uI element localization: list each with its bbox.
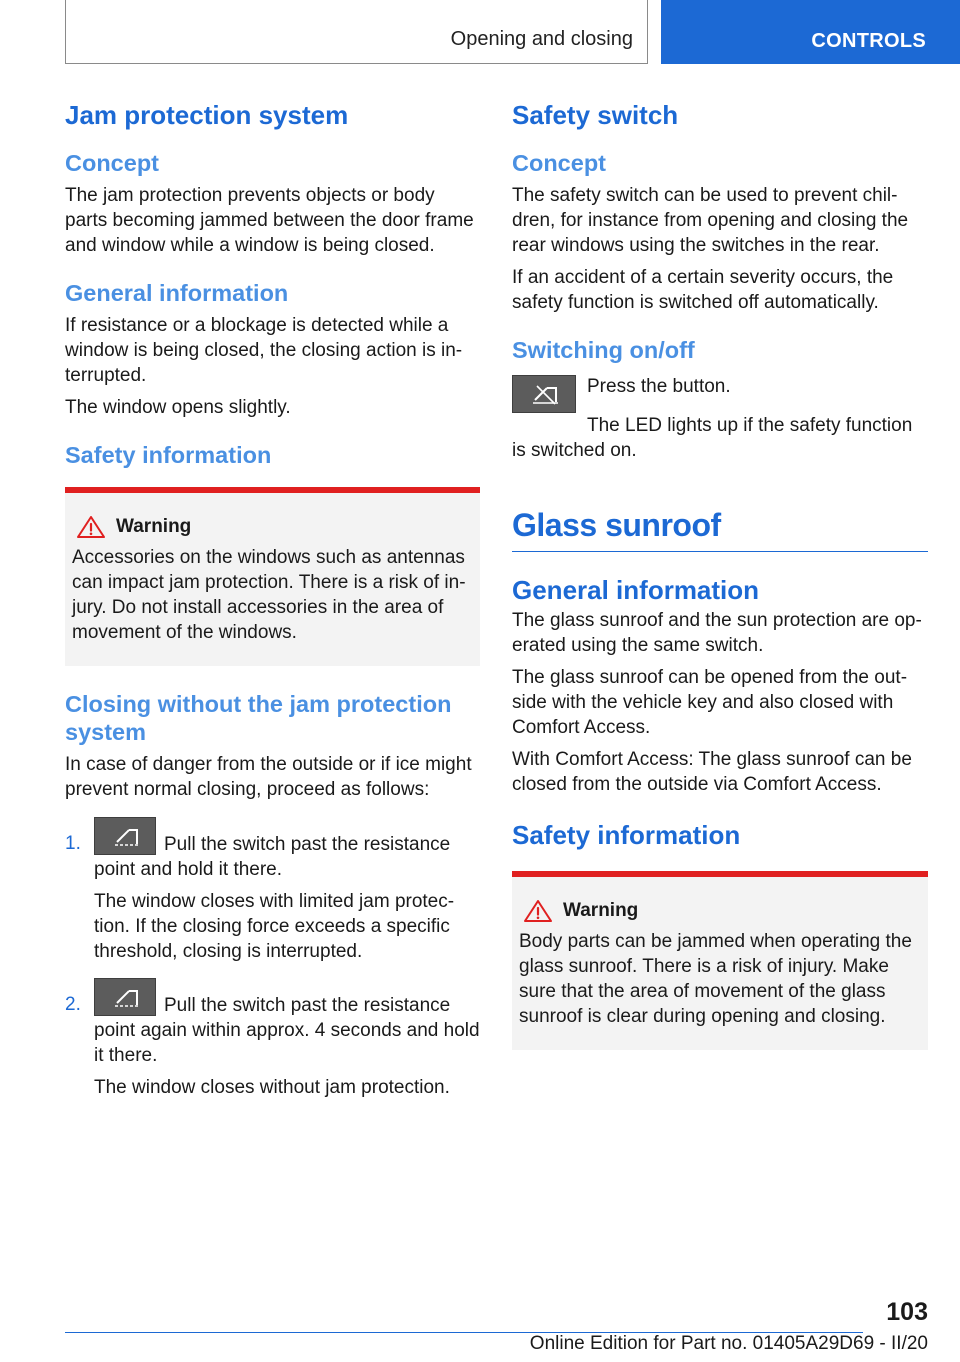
step-number: 1. [65,833,81,855]
onoff-text-1: Press the button. [587,376,731,398]
general-info-text-1: If resistance or a blockage is detected while a window is being closed, the closing action is in-terrupted. [65,315,463,387]
left-column [65,100,480,1112]
footer-edition: Online Edition for Part no. 01405A29D69 - II/20 [529,1333,928,1354]
concept-text-1: The safety switch can be used to prevent chil-dren, for instance from opening and closing the rear windows using the switches in the rear. [512,185,909,257]
warning-triangle-icon [523,899,553,923]
step-1-text: Pull the switch past the resistance point and hold it there. [94,834,451,881]
safety-switch-title: Safety switch [512,100,679,130]
onoff-text-2: The LED lights up if the safety function is switched on. [512,415,913,462]
step-2-text: Pull the switch past the resistance point again within approx. 4 seconds and hold it there. [94,995,480,1067]
right-column [512,100,928,1050]
jam-protection-title: Jam protection system [65,100,349,130]
switching-onoff-heading: Switching on/off [512,337,695,364]
concept-heading: Concept [65,150,159,177]
list-item [65,978,480,1100]
step-number: 2. [65,994,81,1016]
safety-info-heading: Safety information [65,442,272,469]
warning-box [512,871,928,1050]
general-info-text-2: The glass sunroof can be opened from the out-side with the vehicle key and also closed with Comfort Access. [512,666,908,738]
warning-triangle-icon [76,515,106,539]
concept-heading: Concept [512,150,606,177]
window-switch-icon [94,817,156,855]
header-tab-controls[interactable] [661,0,960,64]
general-info-text-3: With Comfort Access: The glass sunroof can be closed from the outside via Comfort Access. [512,748,912,795]
general-info-text-1: The glass sunroof and the sun protection are op-erated using the same switch. [512,609,922,656]
general-info-heading: General information [512,574,760,605]
concept-text: The jam protection prevents objects or body parts becoming jammed between the door frame and window while a window is being closed. [65,185,474,257]
warning-title: Warning [563,899,639,921]
list-item [65,817,480,964]
warning-box [65,487,480,666]
onoff-block [512,374,928,413]
general-info-text-2: The window opens slightly. [65,397,291,419]
steps-list [65,817,480,1100]
step-1-result: The window closes with limited jam protec-tion. If the closing force exceeds a specific threshold, closing is interrupted. [94,891,455,963]
concept-text-2: If an accident of a certain severity occurs, the safety function is switched off automatically. [512,267,894,314]
general-info-heading: General information [65,280,289,307]
glass-sunroof-title: Glass sunroof [512,506,928,551]
warning-title: Warning [116,516,192,538]
warning-text: Accessories on the windows such as antennas can impact jam protection. There is a risk of in-jury. Do not install accessories in the area of movement of the windows. [72,547,466,644]
header-section-box [65,0,648,64]
closing-text: In case of danger from the outside or if ice might prevent normal closing, proceed as follows: [65,754,472,801]
safety-switch-icon [512,375,576,413]
page-number: 103 [886,1298,928,1326]
safety-info-heading: Safety information [512,819,741,850]
warning-text: Body parts can be jammed when operating the glass sunroof. There is a risk of injury. Make sure that the area of movement of the glass sunroof is clear during opening and closing. [519,930,912,1027]
closing-heading: Closing without the jam protection system [65,691,452,746]
window-switch-icon [94,978,156,1016]
header-tab-label: CONTROLS [811,30,926,52]
step-2-result: The window closes without jam protection. [94,1077,450,1099]
header-section-title: Opening and closing [450,28,633,50]
